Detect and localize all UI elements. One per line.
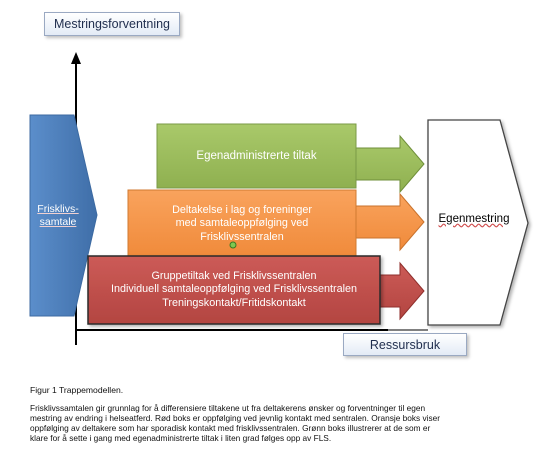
red-box-line-1: Gruppetiltak ved Frisklivssentralen [151,269,317,282]
orange-box-line-1: Deltakelse i lag og foreninger [172,203,312,216]
green-box-text [157,124,356,188]
orange-box-text [128,190,356,258]
caption-line-3: oppfølging av deltakere som har sporadisk kontakt med frisklivssentralen. Grønn boks illustrerer at de som er [30,423,431,433]
figure-caption-body [30,403,440,443]
frisklivssamtale-label [30,200,86,232]
figure-caption-title: Figur 1 Trappemodellen. [30,385,124,395]
red-box-text [88,256,380,324]
green-box-line-1: Egenadministrerte tiltak [196,150,317,162]
frisklivssamtale-line-2: samtale [39,216,77,228]
orange-arrow [355,194,424,250]
red-arrow [380,263,424,319]
egenmestring-label: Egenmestring [438,213,510,225]
caption-line-2: mestring av endring i helseatferd. Rød boks er oppfølging ved jevnlig kontakt med sentralen. Oransje boks viser [30,413,440,423]
y-axis-label: Mestringsforventning [44,12,180,36]
red-box-line-2: Individuell samtaleoppfølging ved Frisklivssentralen [110,283,358,296]
orange-box-line-2: med samtaleoppfølging ved [175,217,309,230]
caption-line-1: Frisklivssamtalen gir grunnlag for å differensiere tiltakene ut fra deltakerens ønsker og forventninger til egen [30,403,426,413]
frisklivssamtale-line-1: Frisklivs- [37,203,79,215]
y-axis-arrowhead [71,52,81,64]
x-axis-label: Ressursbruk [343,333,467,356]
caption-line-4: klare for å sette i gang med egenadministrerte tiltak i liten grad følges opp av FLS. [30,433,332,443]
red-box-line-3: Treningskontakt/Fritidskontakt [162,296,306,309]
orange-box-line-3: Frisklivssentralen [200,230,284,243]
green-arrow [355,136,424,192]
